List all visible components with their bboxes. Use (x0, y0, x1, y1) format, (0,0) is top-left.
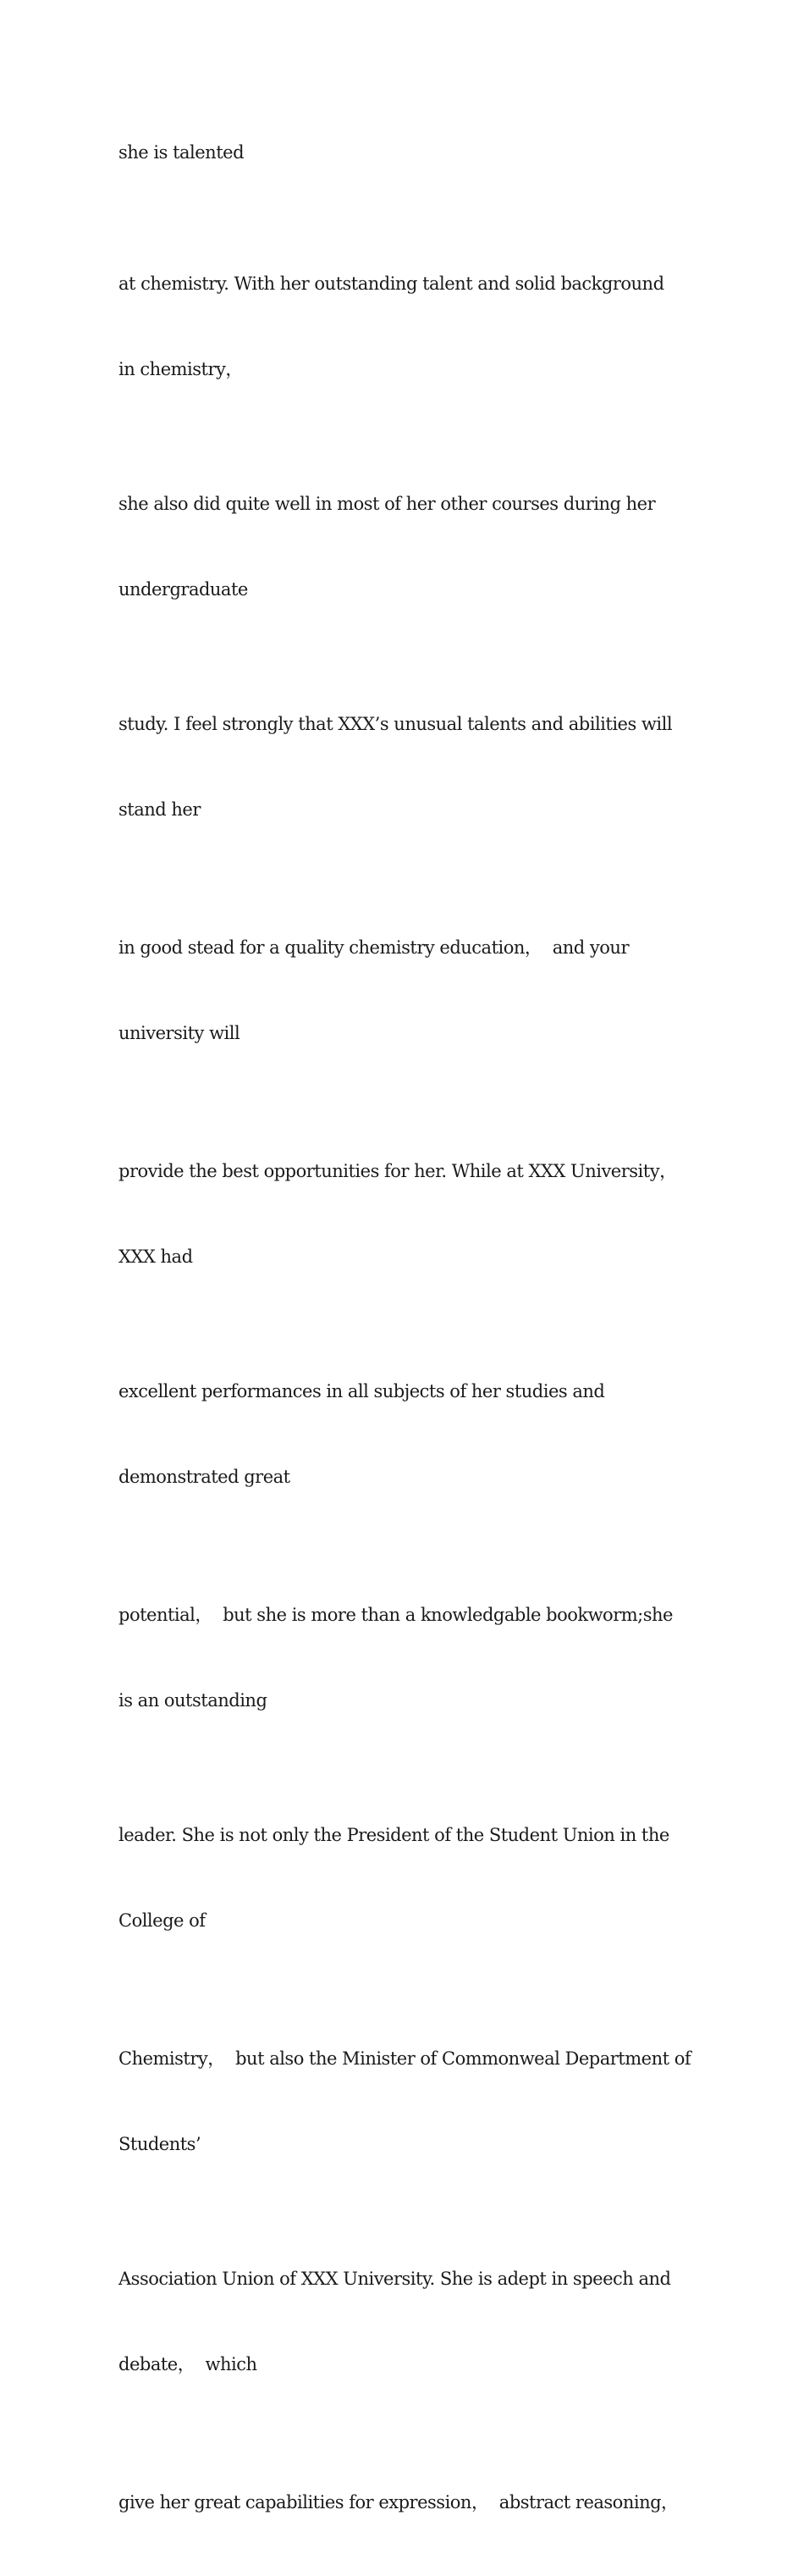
paragraph-line (118, 443, 711, 651)
text-line: leader. She is not only the President of the Student Union in the (118, 1825, 669, 1845)
text-line: give her great capabilities for expression， abstract reasoning， (118, 2492, 679, 2512)
paragraph-line (118, 91, 711, 214)
text-line: Students’ (118, 2134, 201, 2154)
text-line: provide the best opportunities for her. While at XXX University， (118, 1161, 677, 1181)
text-line: Chemistry， but also the Minister of Commonweal Department of (118, 2048, 691, 2069)
paragraph-line (118, 2218, 711, 2426)
paragraph-line (118, 1998, 711, 2206)
text-line: study. I feel strongly that XXX’s unusual talents and abilities will (118, 714, 673, 734)
text-line: university will (118, 1023, 240, 1043)
text-line: potential， but she is more than a knowledgable bookworm;she (118, 1605, 673, 1625)
text-line: excellent performances in all subjects of her studies and (118, 1381, 605, 1401)
text-line: XXX had (118, 1247, 193, 1267)
paragraph-line (118, 1774, 711, 1982)
paragraph-line (118, 887, 711, 1095)
text-line: stand her (118, 799, 201, 820)
text-line: she is talented (118, 142, 245, 163)
paragraph-line (118, 1330, 711, 1539)
text-line: in good stead for a quality chemistry education， and your (118, 937, 629, 958)
text-line: at chemistry. With her outstanding talent and solid background (118, 274, 664, 294)
paragraph-line (118, 663, 711, 871)
text-line: demonstrated great (118, 1467, 290, 1487)
text-line: debate， which (118, 2354, 257, 2374)
paragraph-line (118, 1554, 711, 1762)
text-line: in chemistry， (118, 359, 243, 379)
text-line: she also did quite well in most of her other courses during her (118, 494, 656, 514)
text-line: Association Union of XXX University. She is adept in speech and (118, 2269, 671, 2289)
paragraph-line (118, 1110, 711, 1318)
text-line: undergraduate (118, 579, 248, 600)
paragraph-line (118, 223, 711, 431)
text-line: is an outstanding (118, 1690, 267, 1711)
paragraph-line (118, 2441, 711, 2564)
text-line: College of (118, 1910, 206, 1931)
letter-body (118, 91, 711, 2576)
